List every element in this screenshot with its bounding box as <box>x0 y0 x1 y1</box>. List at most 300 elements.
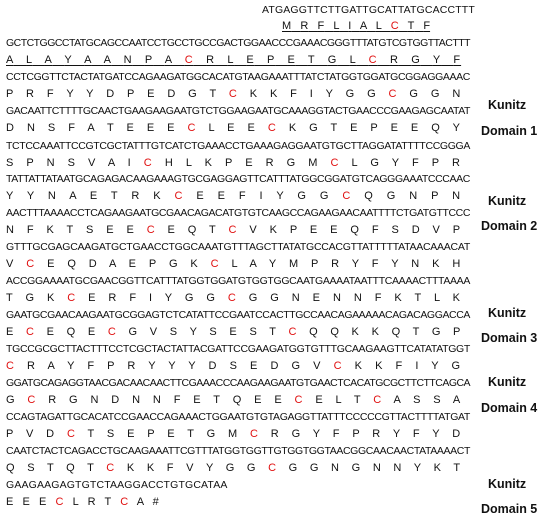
amino-acid-residue: F <box>87 360 96 372</box>
domain-label-5: Domain 5 <box>481 502 538 516</box>
amino-acid-residue: D <box>106 88 116 100</box>
amino-acid-residue: G <box>351 462 362 474</box>
amino-acid-residue: E <box>350 122 359 134</box>
amino-acid-residue: V <box>6 258 15 270</box>
amino-acid-residue: Y <box>189 326 198 338</box>
protein-sequence-line <box>6 462 461 474</box>
amino-acid-residue: Q <box>364 190 374 202</box>
amino-acid-residue: G <box>206 428 217 440</box>
amino-acid-residue: E <box>246 54 255 66</box>
amino-acid-residue: K <box>371 326 380 338</box>
amino-acid-residue: T <box>213 394 221 406</box>
amino-acid-residue: N <box>393 462 403 474</box>
amino-acid-residue: G <box>431 326 442 338</box>
amino-acid-residue: E <box>146 122 156 134</box>
amino-acid-residue: K <box>375 360 384 372</box>
amino-acid-residue: F <box>371 224 380 236</box>
amino-acid-residue: Y <box>164 292 173 304</box>
kunitz-label-3: Kunitz <box>488 306 527 320</box>
dna-sequence-line: TCTCCAAATTCCGTCGCTATTTGTCATCTGAAACCTGAAAGAGGAATGTGCTTAGGATATTTTCCGGGA <box>6 140 470 152</box>
cysteine-residue: C <box>143 157 153 169</box>
amino-acid-residue: A <box>107 157 116 169</box>
amino-acid-residue: S <box>229 360 238 372</box>
amino-acid-residue: Q <box>232 394 243 406</box>
amino-acid-residue: P <box>267 54 276 66</box>
cysteine-residue: C <box>55 496 64 508</box>
amino-acid-residue: I <box>348 20 352 32</box>
protein-sequence-line <box>6 394 461 406</box>
cysteine-residue: C <box>228 88 238 100</box>
kunitz-label-4: Kunitz <box>488 375 527 389</box>
amino-acid-residue: Q <box>187 224 198 236</box>
amino-acid-residue: F <box>395 360 404 372</box>
amino-acid-residue: P <box>147 428 156 440</box>
amino-acid-residue: E <box>147 88 156 100</box>
amino-acid-residue: K <box>394 292 403 304</box>
cysteine-residue: C <box>333 360 343 372</box>
amino-acid-residue: Y <box>351 258 360 270</box>
amino-acid-residue: F <box>371 258 380 270</box>
amino-acid-residue: N <box>332 292 342 304</box>
amino-acid-residue: K <box>46 292 56 304</box>
amino-acid-residue: F <box>238 190 247 202</box>
amino-acid-residue: Y <box>432 54 442 66</box>
amino-acid-residue: S <box>27 462 36 474</box>
amino-acid-residue: P <box>311 258 320 270</box>
cysteine-residue: C <box>288 326 298 338</box>
amino-acid-residue: E <box>167 428 176 440</box>
amino-acid-residue: E <box>6 496 14 508</box>
amino-acid-residue: D <box>270 360 280 372</box>
amino-acid-residue: H <box>164 157 174 169</box>
amino-acid-residue: T <box>209 88 217 100</box>
amino-acid-residue: M <box>288 258 300 270</box>
amino-acid-residue: R <box>389 54 399 66</box>
amino-acid-residue: N <box>46 157 56 169</box>
amino-acid-residue: D <box>167 88 177 100</box>
amino-acid-residue: A <box>44 54 53 66</box>
amino-acid-residue: G <box>451 360 462 372</box>
amino-acid-residue: T <box>330 122 339 134</box>
amino-acid-residue: M <box>308 157 319 169</box>
amino-acid-residue: R <box>372 428 382 440</box>
amino-acid-residue: T <box>412 326 421 338</box>
amino-acid-residue: P <box>352 428 361 440</box>
amino-acid-residue: R <box>270 428 280 440</box>
amino-acid-residue: T <box>453 462 461 474</box>
amino-acid-residue: G <box>345 88 356 100</box>
amino-acid-residue: R <box>451 157 461 169</box>
amino-acid-residue: G <box>128 326 138 338</box>
amino-acid-residue: # <box>152 496 159 508</box>
amino-acid-residue: P <box>431 190 440 202</box>
domain-label-4: Domain 4 <box>481 401 538 415</box>
amino-acid-residue: I <box>127 157 132 169</box>
amino-acid-residue: D <box>88 258 98 270</box>
amino-acid-residue: V <box>149 326 158 338</box>
amino-acid-residue: G <box>288 462 299 474</box>
amino-acid-residue: K <box>433 462 442 474</box>
amino-acid-residue: N <box>132 394 141 406</box>
amino-acid-residue: G <box>409 88 419 100</box>
protein-sequence-line <box>6 326 461 338</box>
amino-acid-residue: K <box>190 258 199 270</box>
domain-label-2: Domain 2 <box>481 219 538 233</box>
amino-acid-residue: F <box>412 428 421 440</box>
amino-acid-residue: T <box>209 224 217 236</box>
amino-acid-residue: L <box>72 496 79 508</box>
amino-acid-residue: E <box>229 326 238 338</box>
cysteine-residue: C <box>294 394 304 406</box>
cysteine-residue: C <box>184 54 194 66</box>
amino-acid-residue: T <box>87 462 95 474</box>
amino-acid-residue: N <box>6 224 15 236</box>
amino-acid-residue: G <box>248 292 259 304</box>
amino-acid-residue: K <box>126 462 136 474</box>
amino-acid-residue: S <box>433 394 442 406</box>
amino-acid-residue: P <box>431 157 440 169</box>
amino-acid-residue: Q <box>309 326 319 338</box>
amino-acid-residue: E <box>87 326 97 338</box>
cysteine-residue: C <box>6 360 15 372</box>
amino-acid-residue: K <box>269 224 278 236</box>
amino-acid-residue: I <box>259 190 264 202</box>
amino-acid-residue: S <box>85 224 95 236</box>
amino-acid-residue: E <box>46 326 55 338</box>
amino-acid-residue: N <box>47 190 58 202</box>
amino-acid-residue: L <box>375 20 382 32</box>
amino-acid-residue: P <box>6 428 15 440</box>
dna-sequence-line: GCTCTGGCCTATGCAGCCAATCCTGCCTGCCGACTGGAACCCGAAACGGGTTTATGTCGTGGTTACTTT <box>6 37 470 49</box>
amino-acid-residue: E <box>245 157 254 169</box>
amino-acid-residue: V <box>186 462 195 474</box>
amino-acid-residue: G <box>367 88 377 100</box>
domain-label-1: Domain 1 <box>481 124 538 138</box>
dna-sequence-line: GGATGCAGAGGTAACGACAACAACTTCGAAACCCAAGAAGAATGTGAACTCACATGCGCTTCTTCAGCA <box>6 377 470 389</box>
amino-acid-residue: Y <box>392 428 401 440</box>
amino-acid-residue: Y <box>148 360 157 372</box>
dna-sequence-line: CAATCTACTCAGACCTGCAAGAAATTCGTTTATGGTGGTTGTGGTGGTAACGGCAACAACTATAAAACT <box>6 445 470 457</box>
amino-acid-residue: R <box>206 54 216 66</box>
amino-acid-residue: E <box>126 122 135 134</box>
amino-acid-residue: Y <box>86 88 95 100</box>
amino-acid-residue: F <box>46 88 55 100</box>
amino-acid-residue: T <box>407 20 415 32</box>
amino-acid-residue: R <box>26 88 35 100</box>
amino-acid-residue: Y <box>276 190 285 202</box>
amino-acid-residue: D <box>6 122 15 134</box>
amino-acid-residue: Q <box>67 258 77 270</box>
amino-acid-residue: V <box>25 428 35 440</box>
amino-acid-residue: Y <box>205 462 214 474</box>
amino-acid-residue: L <box>349 54 357 66</box>
amino-acid-residue: K <box>452 292 461 304</box>
amino-acid-residue: E <box>47 258 56 270</box>
amino-acid-residue: V <box>313 360 322 372</box>
amino-acid-residue: E <box>167 224 176 236</box>
amino-acid-residue: I <box>415 360 420 372</box>
protein-sequence-line <box>6 190 461 202</box>
amino-acid-residue: F <box>453 54 462 66</box>
amino-acid-residue: E <box>410 122 420 134</box>
cysteine-residue: C <box>26 258 36 270</box>
cysteine-residue: C <box>368 54 378 66</box>
amino-acid-residue: P <box>6 88 15 100</box>
amino-acid-residue: G <box>246 462 257 474</box>
amino-acid-residue: G <box>370 157 380 169</box>
amino-acid-residue: G <box>168 258 179 270</box>
amino-acid-residue: T <box>106 122 115 134</box>
amino-acid-residue: V <box>432 224 441 236</box>
amino-acid-residue: P <box>148 258 157 270</box>
amino-acid-residue: A <box>359 20 367 32</box>
amino-acid-residue: F <box>173 394 182 406</box>
amino-acid-residue: I <box>148 292 153 304</box>
amino-acid-residue: E <box>126 224 135 236</box>
amino-acid-residue: G <box>286 157 297 169</box>
amino-acid-residue: T <box>353 394 362 406</box>
amino-acid-residue: A <box>6 54 14 66</box>
amino-acid-residue: E <box>247 122 256 134</box>
cysteine-residue: C <box>228 224 238 236</box>
amino-acid-residue: A <box>103 54 112 66</box>
cysteine-residue: C <box>373 394 383 406</box>
domain-label-3: Domain 3 <box>481 331 538 345</box>
amino-acid-residue: R <box>27 360 36 372</box>
amino-acid-residue: R <box>127 360 137 372</box>
amino-acid-residue: G <box>386 190 397 202</box>
amino-acid-residue: D <box>452 428 462 440</box>
amino-acid-residue: Y <box>432 428 441 440</box>
amino-acid-residue: N <box>353 292 363 304</box>
amino-acid-residue: F <box>68 122 76 134</box>
amino-acid-residue: V <box>249 224 258 236</box>
amino-acid-residue: S <box>209 326 218 338</box>
amino-acid-residue: G <box>309 122 319 134</box>
amino-acid-residue: E <box>106 224 115 236</box>
amino-acid-residue: S <box>106 428 116 440</box>
amino-acid-residue: Q <box>431 122 441 134</box>
amino-acid-residue: R <box>331 258 340 270</box>
amino-acid-residue: T <box>414 292 422 304</box>
amino-acid-residue: L <box>335 394 343 406</box>
amino-acid-residue: S <box>67 157 76 169</box>
amino-acid-residue: Y <box>64 54 73 66</box>
amino-acid-residue: K <box>153 190 162 202</box>
dna-sequence-line: GAAGAAGAGTGTCTAAGGACCTGTGCATAA <box>6 479 228 491</box>
amino-acid-residue: A <box>109 258 117 270</box>
amino-acid-residue: T <box>66 224 74 236</box>
amino-acid-residue: E <box>227 122 236 134</box>
amino-acid-residue: Q <box>330 326 340 338</box>
amino-acid-residue: E <box>127 428 136 440</box>
amino-acid-residue: E <box>193 394 202 406</box>
amino-acid-residue: Q <box>350 224 360 236</box>
dna-sequence-line: GTTTGCGAGCAAGATGCTGAACCTGGCAAATGTTTAGCTTATATGCCACGTTATTTTTATAACAAACAT <box>6 241 470 253</box>
amino-acid-residue: E <box>217 190 227 202</box>
amino-acid-residue: E <box>22 496 30 508</box>
cysteine-residue: C <box>67 292 77 304</box>
amino-acid-residue: A <box>393 394 402 406</box>
cysteine-residue: C <box>120 496 129 508</box>
kunitz-label-1: Kunitz <box>488 98 527 112</box>
amino-acid-residue: F <box>374 292 383 304</box>
protein-sequence-line <box>6 88 461 100</box>
cysteine-residue: C <box>210 258 220 270</box>
amino-acid-residue: A <box>249 258 258 270</box>
amino-acid-residue: K <box>204 157 213 169</box>
amino-acid-residue: T <box>307 54 316 66</box>
amino-acid-residue: Y <box>413 462 422 474</box>
amino-acid-residue: A <box>136 496 144 508</box>
amino-acid-residue: A <box>47 360 56 372</box>
amino-acid-residue: Q <box>6 462 16 474</box>
dna-sequence-line: TATTATTATAATGCAGAGACAAGAAAGTGCGAGGAGTTCATTTATGGCGGATGTCAGGGAAATCCCAAC <box>6 173 470 185</box>
amino-acid-residue: L <box>333 20 340 32</box>
amino-acid-residue: R <box>108 292 118 304</box>
amino-acid-residue: T <box>104 496 112 508</box>
amino-acid-residue: G <box>297 190 308 202</box>
cysteine-residue: C <box>26 326 35 338</box>
amino-acid-residue: R <box>300 20 309 32</box>
amino-acid-residue: Y <box>452 122 461 134</box>
amino-acid-residue: G <box>291 428 302 440</box>
amino-acid-residue: P <box>127 88 136 100</box>
protein-sequence-line <box>6 122 461 134</box>
amino-acid-residue: Y <box>391 258 400 270</box>
amino-acid-residue: K <box>249 88 258 100</box>
amino-acid-residue: R <box>265 157 275 169</box>
protein-sequence-line <box>6 258 461 270</box>
amino-acid-residue: E <box>274 394 283 406</box>
cysteine-residue: C <box>330 157 340 169</box>
amino-acid-residue: A <box>84 54 92 66</box>
amino-acid-residue: P <box>289 224 298 236</box>
amino-acid-residue: I <box>309 88 314 100</box>
amino-acid-residue: S <box>249 326 258 338</box>
amino-acid-residue: E <box>89 190 99 202</box>
cysteine-residue: C <box>388 88 398 100</box>
amino-acid-residue: T <box>269 326 277 338</box>
amino-acid-residue: Y <box>6 190 15 202</box>
amino-acid-residue: T <box>187 428 195 440</box>
amino-acid-residue: Y <box>168 360 177 372</box>
amino-acid-residue: Q <box>391 326 402 338</box>
amino-acid-residue: L <box>185 157 193 169</box>
amino-acid-residue: G <box>327 54 338 66</box>
cysteine-residue: C <box>227 292 237 304</box>
amino-acid-residue: G <box>188 88 198 100</box>
amino-acid-residue: P <box>26 157 35 169</box>
amino-acid-residue: E <box>312 292 321 304</box>
amino-acid-residue: G <box>291 360 302 372</box>
amino-acid-residue: T <box>46 462 55 474</box>
amino-acid-residue: T <box>87 428 95 440</box>
amino-acid-residue: P <box>453 326 462 338</box>
amino-acid-residue: F <box>332 428 341 440</box>
amino-acid-residue: A <box>87 122 96 134</box>
amino-acid-residue: K <box>351 326 360 338</box>
signal-peptide-line <box>6 54 461 66</box>
amino-acid-residue: L <box>433 292 441 304</box>
amino-acid-residue: Y <box>431 360 440 372</box>
amino-acid-residue: R <box>87 496 96 508</box>
amino-acid-residue: L <box>351 157 359 169</box>
amino-acid-residue: N <box>372 462 382 474</box>
cysteine-residue: C <box>390 20 399 32</box>
amino-acid-residue: N <box>331 462 340 474</box>
amino-acid-residue: P <box>144 54 154 66</box>
amino-acid-residue: E <box>128 258 137 270</box>
amino-acid-residue: D <box>411 224 421 236</box>
amino-acid-residue: T <box>6 292 14 304</box>
amino-acid-residue: S <box>391 224 400 236</box>
amino-acid-residue: Y <box>188 360 197 372</box>
amino-acid-residue: P <box>452 224 462 236</box>
protein-sequence-line <box>6 360 461 372</box>
amino-acid-residue: D <box>208 360 218 372</box>
amino-acid-residue: S <box>47 122 57 134</box>
amino-acid-residue: N <box>291 292 301 304</box>
dna-sequence-line: AACTTTAAAACCTCAGAAGAATGCGAACAGACATGTGTCAAGCCAGAAGAACAATTTTCTGATGTTCCC <box>6 207 470 219</box>
amino-acid-residue: L <box>26 54 33 66</box>
amino-acid-residue: N <box>26 122 36 134</box>
amino-acid-residue: E <box>39 496 47 508</box>
amino-acid-residue: F <box>129 292 137 304</box>
amino-acid-residue: E <box>167 122 176 134</box>
amino-acid-residue: Y <box>391 157 400 169</box>
amino-acid-residue: N <box>152 394 162 406</box>
amino-acid-residue: K <box>354 360 363 372</box>
cysteine-residue: C <box>107 326 117 338</box>
amino-acid-residue: S <box>169 326 178 338</box>
amino-acid-residue: E <box>315 394 324 406</box>
amino-acid-residue: R <box>131 190 141 202</box>
dna-sequence-line: CCTCGGTTCTACTATGATCCAGAAGATGGCACATGTAAGAAATTTATCTATGGTGGATGCGGAGGAAAC <box>6 71 470 83</box>
amino-acid-residue: P <box>370 122 379 134</box>
amino-acid-residue: Y <box>66 88 75 100</box>
amino-acid-residue: E <box>309 224 319 236</box>
amino-acid-residue: K <box>432 258 441 270</box>
cysteine-residue: C <box>187 122 197 134</box>
amino-acid-residue: K <box>146 462 156 474</box>
cysteine-residue: C <box>66 428 76 440</box>
amino-acid-residue: V <box>88 157 97 169</box>
kunitz-label-2: Kunitz <box>488 194 527 208</box>
amino-acid-residue: Y <box>312 428 321 440</box>
amino-acid-residue: A <box>452 394 462 406</box>
amino-acid-residue: E <box>287 54 296 66</box>
amino-acid-residue: E <box>254 394 263 406</box>
amino-acid-residue: L <box>231 258 239 270</box>
amino-acid-residue: G <box>411 54 421 66</box>
amino-acid-residue: P <box>107 360 116 372</box>
amino-acid-residue: D <box>111 394 121 406</box>
amino-acid-residue: G <box>184 292 195 304</box>
amino-acid-residue: M <box>228 428 239 440</box>
amino-acid-residue: E <box>390 122 399 134</box>
amino-acid-residue: K <box>46 224 55 236</box>
cysteine-residue: C <box>106 462 116 474</box>
amino-acid-residue: E <box>330 224 339 236</box>
amino-acid-residue: N <box>452 88 462 100</box>
amino-acid-residue: L <box>208 122 216 134</box>
amino-acid-residue: Y <box>268 258 277 270</box>
protein-sequence-line <box>6 292 461 304</box>
protein-sequence-line <box>6 496 159 508</box>
cysteine-residue: C <box>268 462 277 474</box>
dna-sequence-line: TGCCGCGCTTACTTTCCTCGCTACTATTACGATTCCGAAGATGGTGTTTGCAAGAAGTTCATATATGGT <box>6 343 470 355</box>
